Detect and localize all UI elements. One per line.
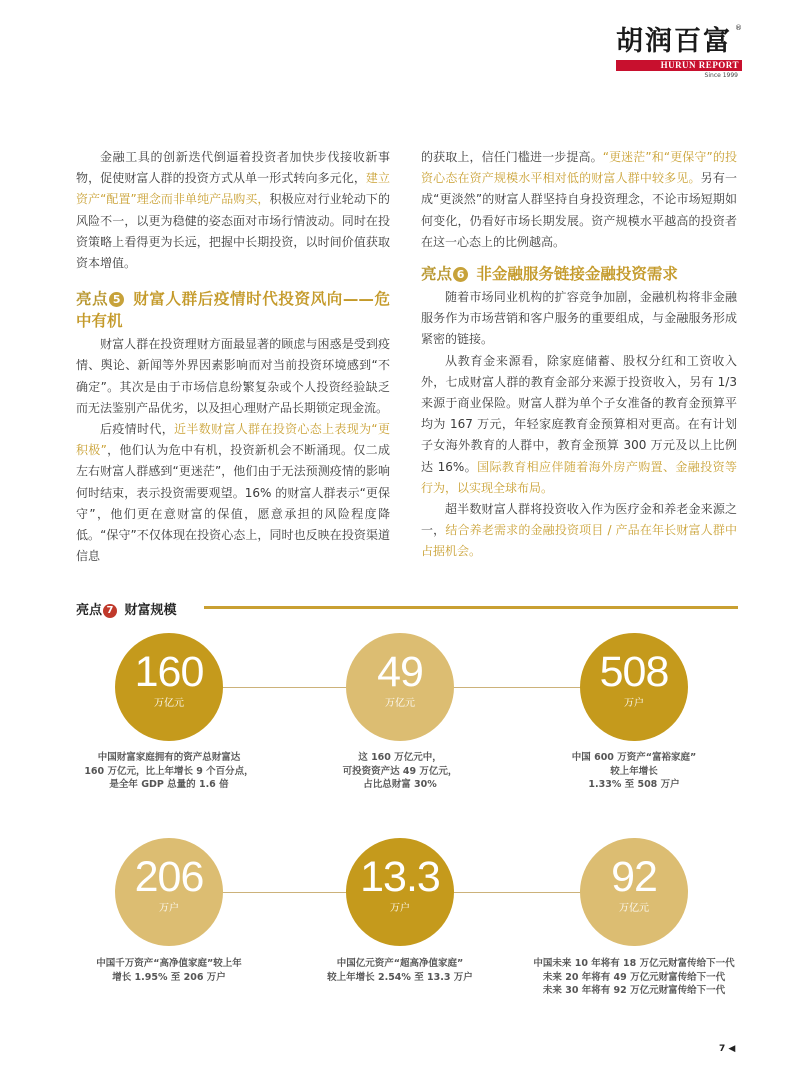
highlight-text: 近半数财富人群在投资心态上表现为“更积极” <box>76 422 390 458</box>
stat-value: 160 <box>134 648 204 696</box>
stat-circle <box>346 633 454 741</box>
stat-value: 206 <box>134 853 204 901</box>
text-run: 积极应对行业轮动下的风险不一，以更为稳健的姿态面对市场行情波动。同时在投资策略上看得更为长远，把握中长期投资，以时间价值获取资本增值。 <box>76 192 390 271</box>
highlight-text: 结合养老需求的金融投资项目 / 产品在年长财富人群中占据机会。 <box>421 523 737 559</box>
paragraph <box>76 419 390 567</box>
left-text-column <box>76 147 390 567</box>
caption-line: 中国亿元资产“超高净值家庭” <box>336 958 464 969</box>
number-badge: 7 <box>103 604 117 618</box>
paragraph <box>421 499 737 563</box>
stat-unit: 万户 <box>159 903 179 914</box>
stat-value: 92 <box>611 853 657 901</box>
right-text-column <box>421 147 737 563</box>
heading-title: 非金融服务链接金融投资需求 <box>471 265 678 284</box>
caption-line: 未来 30 年将有 92 万亿元财富传给下一代 <box>542 985 726 996</box>
highlight-6-heading <box>421 263 737 285</box>
left-arrow-icon: ◀ <box>728 1044 736 1054</box>
registered-mark: ® <box>735 24 742 32</box>
stat-caption <box>534 751 734 792</box>
stat-unit: 万亿元 <box>385 698 415 709</box>
stat-caption <box>300 751 500 792</box>
paragraph <box>421 147 737 253</box>
highlight-text: 建立资产“配置”理念而非单纯产品购买， <box>76 171 390 207</box>
stat-caption <box>300 957 500 984</box>
page-number <box>719 1044 735 1054</box>
stat-circle <box>346 838 454 946</box>
highlight-5-heading <box>76 288 390 332</box>
caption-line: 中国 600 万资产“富裕家庭” <box>571 752 697 763</box>
number-badge: 5 <box>109 292 124 307</box>
caption-line: 未来 20 年将有 49 万亿元财富传给下一代 <box>542 971 726 983</box>
text-run: ，他们认为危中有机，投资新机会不断涌现。仅二成左右财富人群感到“更迷茫”，他们由于无法预测疫情的影响何时结束，表示投资需要观望。16% 的财富人群表示“更保守”，他们更在意财富的保值，愿意承担的风险程度降低。“保守”不仅体现在投资心态上，同时也反映在投资渠道信息 <box>76 443 390 564</box>
section-divider <box>204 606 738 609</box>
caption-line: 是全年 GDP 总量的 1.6 倍 <box>109 779 229 790</box>
text-run: 从教育金来源看，除家庭储蓄、股权分红和工资收入外，七成财富人群的教育金部分来源于投资收入，另有 1/3 来源于商业保险。财富人群为单个子女准备的教育金预算平均为 167 万元，年轻家庭教育金预算相对更高。在有计划子女海外教育的人群中，教育金预算 300 万元及以上比例达 16%。 <box>421 353 737 474</box>
paragraph: 财富人群在投资理财方面最显著的顾虑与困惑是受到疫情、舆论、新闻等外界因素影响而对当前投资环境感到“不确定”。其次是由于市场信息纷繁复杂或个人投资经验缺乏而无法鉴别产品优劣，以及担心理财产品长期锁定现金流。 <box>76 337 390 415</box>
caption-line: 可投资资产达 49 万亿元， <box>342 765 458 777</box>
caption-line: 这 160 万亿元中， <box>358 752 442 763</box>
heading-title: 财富规模 <box>120 603 177 618</box>
number-badge: 6 <box>453 267 468 282</box>
stat-value: 49 <box>377 648 423 696</box>
logo-chinese-text: 胡润百富 <box>616 26 732 57</box>
highlight-text: 国际教育相应伴随着海外房产购置、金融投资等行为，以实现全球布局。 <box>421 459 737 495</box>
text-run: 的获取上，信任门槛进一步提高。 <box>421 150 603 164</box>
caption-line: 1.33% 至 508 万户 <box>588 779 680 790</box>
stat-caption <box>64 957 274 984</box>
caption-line: 较上年增长 2.54% 至 13.3 万户 <box>327 971 473 983</box>
text-run: 金融工具的创新迭代倒逼着投资者加快步伐接收新事物，促使财富人群的投资方式从单一形式转向多元化， <box>76 150 390 186</box>
stat-unit: 万亿元 <box>154 698 184 709</box>
stat-value: 508 <box>599 648 669 696</box>
stat-caption <box>504 957 764 998</box>
heading-prefix: 亮点 <box>76 603 103 618</box>
stat-circle <box>115 633 223 741</box>
stat-circle <box>115 838 223 946</box>
text-run: 超半数财富人群将投资收入作为医疗金和养老金来源之一， <box>421 502 737 538</box>
stat-value: 13.3 <box>360 853 440 901</box>
paragraph: 随着市场同业机构的扩容竞争加剧，金融机构将非金融服务作为市场营销和客户服务的重要组成，与金融服务形成紧密的链接。 <box>421 290 737 347</box>
heading-prefix: 亮点 <box>421 265 453 284</box>
stat-unit: 万户 <box>390 903 410 914</box>
paragraph <box>76 147 390 274</box>
heading-title: 财富人群后疫情时代投资风向——危中有机 <box>76 290 390 331</box>
caption-line: 中国财富家庭拥有的资产总财富达 <box>97 752 241 763</box>
page-number-text: 7 <box>719 1044 726 1054</box>
caption-line: 增长 1.95% 至 206 万户 <box>112 971 226 983</box>
hurun-report-logo <box>616 26 742 79</box>
stat-unit: 万户 <box>624 698 644 709</box>
paragraph <box>421 351 737 499</box>
caption-line: 160 万亿元，比上年增长 9 个百分点， <box>84 765 254 777</box>
caption-line: 较上年增长 <box>610 765 658 777</box>
stat-unit: 万亿元 <box>619 903 649 914</box>
stat-caption <box>69 751 269 792</box>
logo-english-bar: HURUN REPORT <box>616 60 742 71</box>
highlight-7-heading <box>76 599 177 618</box>
stat-circle <box>580 633 688 741</box>
text-run: 另有一成“更淡然”的财富人群坚持自身投资理念，不论市场短期如何变化，仍看好市场长期发展。资产规模水平越高的投资者在这一心态上的比例越高。 <box>421 171 737 249</box>
caption-line: 中国未来 10 年将有 18 万亿元财富传给下一代 <box>533 958 735 969</box>
stat-circle <box>580 838 688 946</box>
heading-prefix: 亮点 <box>76 290 109 309</box>
highlight-text: “更迷茫”和“更保守”的投资心态在资产规模水平相对低的财富人群中较多见。 <box>421 150 737 186</box>
caption-line: 中国千万资产“高净值家庭”较上年 <box>96 958 242 969</box>
logo-since-text: Since 1999 <box>704 72 738 79</box>
text-run: 后疫情时代， <box>100 422 175 437</box>
caption-line: 占比总财富 30% <box>363 779 437 790</box>
